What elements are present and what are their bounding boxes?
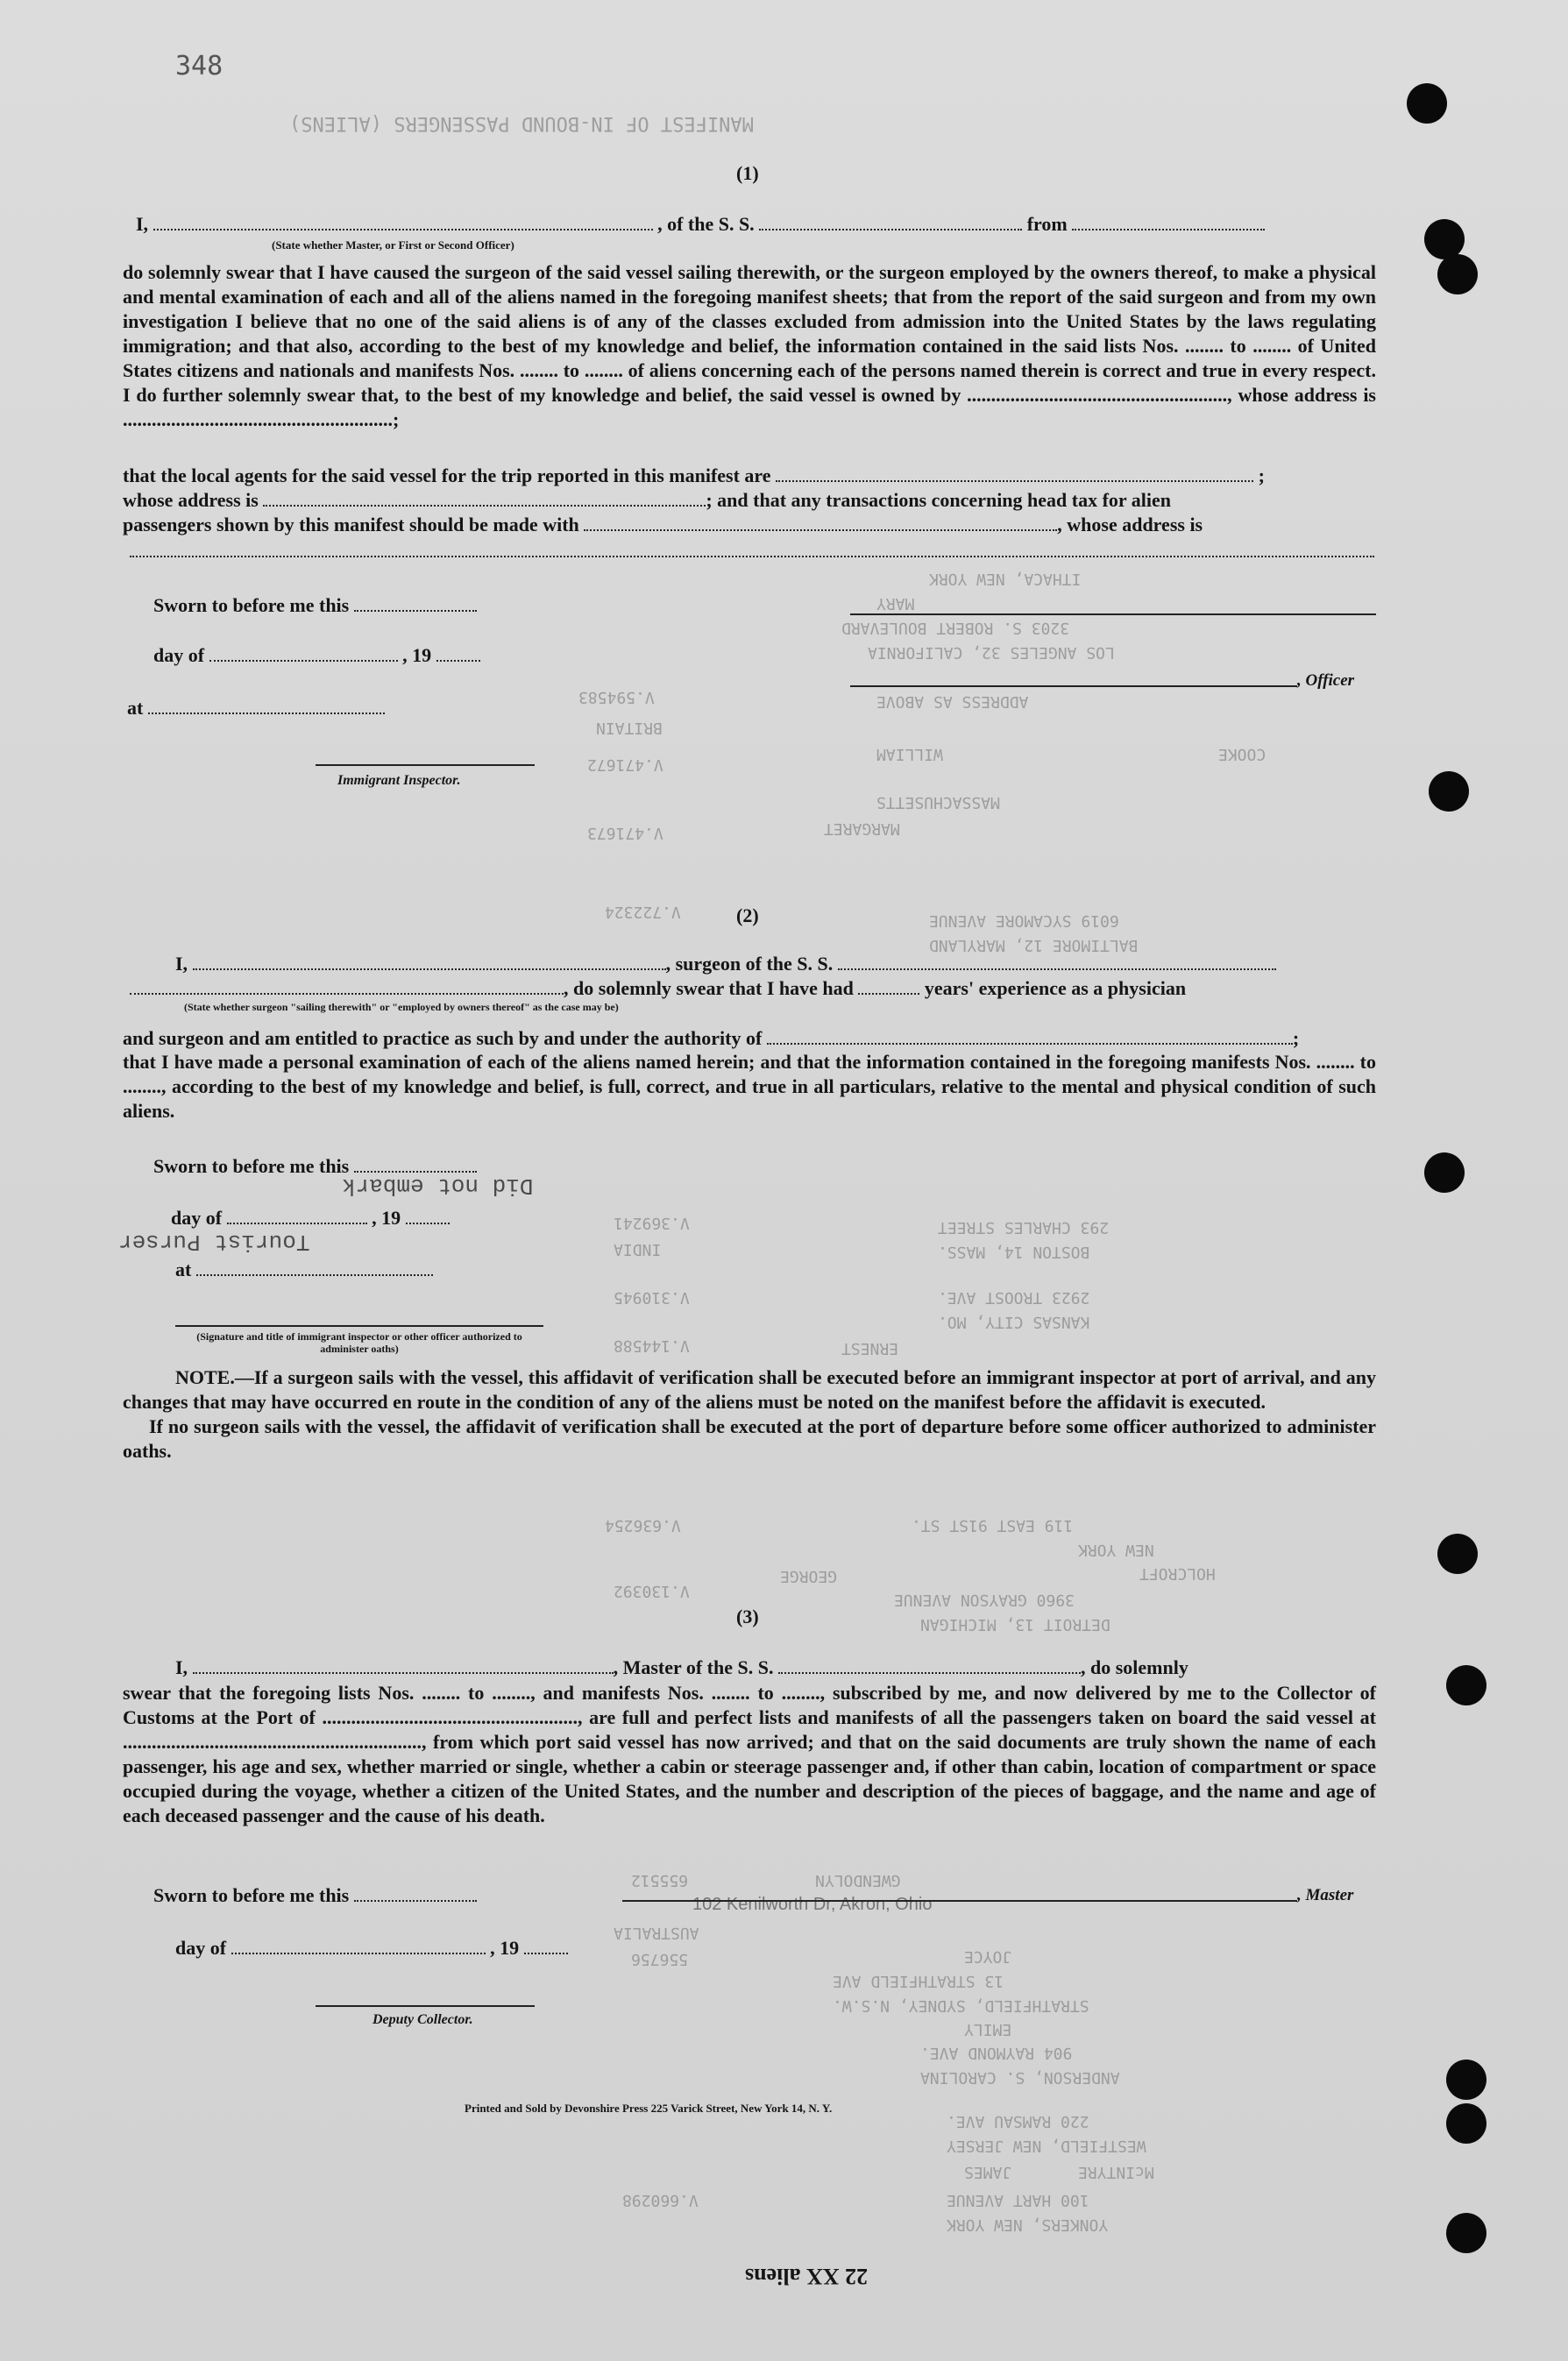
bleed-text: KANSAS CITY, MO. [938,1313,1090,1331]
section-3-paragraph: swear that the foregoing lists Nos. ........ to ........, and manifests Nos. ........ to ........, subscribed by me, and now delivered by me to the Collector of Customs at the Port of ....................................................., are full and perfect lists and manifests of all the passengers taken on board the said vessel at .............................................................., from which port said vessel has now arrived; and that on the said documents are truly shown the name of each passenger, his age and sex, whether married or single, whether a cabin or steerage passenger and, if other than cabin, location of compartment or space occupied during the voyage, whether a citizen of the United States, and the number and description of the pieces of baggage, and the name and age of each deceased passenger and the cause of his death. [123,1682,1376,1826]
bleed-text: 2923 TROOST AVE. [938,1288,1090,1307]
bleed-text: BALTIMORE 12, MARYLAND [929,936,1139,954]
sworn-date-field-3[interactable] [354,1884,477,1902]
no-surgeon-note: If no surgeon sails with the vessel, the affidavit of verification shall be executed at the port of departure before some officer authorized to administer oaths. [123,1415,1376,1462]
handwritten-number: 348 [175,51,223,82]
bleed-text: JAMES [964,2163,1012,2181]
bleed-text: STRATHFIELD, SYDNEY, N.S.W. [833,1996,1089,2015]
bleed-text: WILLIAM [876,745,943,763]
did-not-embark-stamp: Did not embark [342,1173,534,1199]
bleed-text: ERNEST [841,1339,899,1358]
day-of-line: day of , 19 [153,644,480,667]
officer-caption: (State whether Master, or First or Second Officer) [272,238,514,252]
agents-field[interactable] [776,464,1253,482]
section-3-number: (3) [736,1606,759,1627]
bleed-text: 220 RAMSAU AVE. [947,2112,1089,2131]
bleed-text: ANDERSON, S. CAROLINA [920,2068,1120,2087]
bleed-text: DETROIT 13, MICHIGAN [920,1615,1110,1634]
surgeon-ship-field[interactable] [838,953,1276,970]
agents-address-line: whose address is ; and that any transactions concerning head tax for alien [123,489,1172,511]
bleed-text: 556756 [631,1950,689,1968]
bleed-text: MARY [876,594,915,613]
signature-caption: (Signature and title of immigrant inspector or other officer authorized to administer oaths) [196,1330,522,1355]
immigrant-inspector-label: Immigrant Inspector. [337,773,461,788]
punch-hole [1446,2103,1486,2144]
bleed-text: MARGARET [824,819,900,838]
page-marker: 22 XX aliens [745,2264,869,2289]
officer-signature-line[interactable] [850,613,1376,615]
surgeon-caption: (State whether surgeon "sailing therewith" or "employed by owners thereof" as the case may be) [184,1001,619,1013]
bleed-text: 100 HART AVENUE [947,2191,1089,2209]
bleed-text: BOSTON 14, MASS. [938,1243,1090,1261]
punch-hole [1437,254,1478,294]
master-label: , Master [1297,1886,1354,1904]
from-port-field[interactable] [1072,213,1265,230]
bleed-text: 3960 GRAYSON AVENUE [894,1591,1075,1609]
day-of-line-3: day of , 19 [175,1937,568,1960]
agents-address-field[interactable] [263,489,706,507]
of-ss-label: , of the S. S. [657,213,755,235]
punch-hole [1437,1534,1478,1574]
bleed-text: GWENDOLYN [815,1871,901,1890]
deputy-collector-label: Deputy Collector. [372,2012,473,2027]
bleed-text: V.144588 [614,1336,690,1355]
authority-line: and surgeon and am entitled to practice as such by and under the authority of ; [123,1027,1300,1049]
bleed-text: LOS ANGELES 32, CALIFORNIA [868,643,1115,662]
officer-label: , Officer [1297,671,1355,690]
bleed-text: MASSACHUSETTS [876,793,1000,812]
punch-hole [1407,83,1447,124]
master-name-field[interactable] [193,1656,614,1674]
officer-name-field[interactable] [153,213,653,230]
bleed-text: HOLCROFT [1139,1564,1216,1583]
day-of-field[interactable] [209,644,398,662]
bleed-text: JOYCE [964,1947,1012,1966]
bleed-text: 119 EAST 91ST ST. [912,1516,1074,1535]
bleed-text: V.471673 [587,824,663,842]
head-tax-party-field[interactable] [584,514,1057,531]
punch-hole [1446,2213,1486,2253]
bleed-text: V.594583 [578,688,655,706]
bleed-text: V.130392 [614,1582,690,1600]
bleed-text: 6019 SYCAMORE AVENUE [929,911,1119,930]
bleed-text: COOKE [1218,745,1266,763]
day-of-field-3[interactable] [231,1937,486,1954]
sworn-line: Sworn to before me this [153,594,477,617]
at-place-field-2[interactable] [196,1258,433,1276]
bleed-text: ITHACA, NEW YORK [929,570,1082,588]
year-field[interactable] [436,644,480,662]
bleed-text: ADDRESS AS ABOVE [876,692,1029,711]
surgeon-name-field[interactable] [193,953,666,970]
bleed-text: NEW YORK [1078,1541,1154,1559]
surgeon-type-field[interactable] [130,977,564,995]
bleed-text: AUSTRALIA [614,1924,699,1942]
bleed-text: GEORGE [780,1567,838,1585]
head-tax-line: passengers shown by this manifest should be made with , whose address is [123,514,1203,535]
years-experience-field[interactable] [858,977,919,995]
sworn-date-field-2[interactable] [354,1155,477,1173]
section-1-oath-line [136,213,1265,236]
section-1-number: (1) [736,162,759,184]
master-signature-line[interactable] [622,1900,1297,1902]
surgeon-note: NOTE.—If a surgeon sails with the vessel, this affidavit of verification shall be executed before an immigrant inspector at port of arrival, and any changes that may have occurred en route in the condition of any of the aliens must be noted on the manifest before the affidavit is executed. [123,1366,1376,1413]
bleed-text: INDIA [614,1240,662,1258]
ship-name-field[interactable] [759,213,1022,230]
i-label: I, [136,213,149,235]
bleed-text: V.660298 [622,2191,699,2209]
tourist-purser-stamp: Tourist Purser [118,1229,310,1255]
sworn-line-3: Sworn to before me this [153,1884,477,1907]
section-1-paragraph: do solemnly swear that I have caused the surgeon of the said vessel sailing therewith, or the surgeon employed by the owners thereof, to make a physical and mental examination of each and all of the aliens named in the foregoing manifest sheets; that from the report of the said surgeon and from my own investigation I believe that no one of the said aliens is of any of the classes excluded from admission into the United States by the laws regulating immigration; and that also, according to the best of my knowledge and belief, the information contained in the said lists Nos. ........ to ........ of United States citizens and nationals and manifests Nos. ........ to ........ of aliens concerning each of the persons named therein is correct and true in every respect. I do further solemnly swear that, to the best of my knowledge and belief, the said vessel is owned by ......................................................, whose address is ........................................................; [123,261,1376,430]
surgeon-experience-line: , do solemnly swear that I have had years' experience as a physician [130,977,1186,1000]
bleed-text: 102 Kenilworth Dr, Akron, Ohio [692,1895,933,1914]
manifest-title-bleed: MANIFEST OF IN-BOUND PASSENGERS (ALIENS) [289,112,754,134]
year-field-2[interactable] [406,1207,450,1224]
bleed-text: 3203 S. ROBERT BOULEVARD [841,619,1070,637]
at-place-field[interactable] [148,697,385,714]
master-ship-field[interactable] [778,1656,1081,1674]
bleed-text: YONKERS, NEW YORK [947,2216,1109,2234]
sworn-line-2: Sworn to before me this [153,1155,477,1178]
at-line: at [127,697,385,720]
punch-hole [1446,1665,1486,1705]
section-2-oath-line: I, , surgeon of the S. S. [175,953,1276,975]
day-of-line-2: day of , 19 [171,1207,450,1230]
bleed-text: 13 STRATHFIELD AVE [833,1972,1004,1990]
section-2-number: (2) [736,904,759,926]
printer-imprint: Printed and Sold by Devonshire Press 225 Varick Street, New York 14, N. Y. [465,2102,833,2115]
inspector-signature-line[interactable] [175,1325,543,1327]
bleed-text: McINTYRE [1078,2163,1154,2181]
section-3-oath-line: I, , Master of the S. S. , do solemnly [175,1656,1188,1678]
day-of-field-2[interactable] [227,1207,367,1224]
bleed-text: 655512 [631,1871,689,1890]
from-label: from [1026,213,1068,235]
bleed-text: EMILY [964,2020,1012,2038]
officer-line[interactable] [850,685,1297,687]
bleed-text: BRITAIN [596,719,663,737]
bleed-text: V.369241 [614,1214,690,1232]
bleed-text: 293 CHARLES STREET [938,1218,1110,1237]
punch-hole [1429,771,1469,812]
deputy-collector-line[interactable] [316,2005,535,2007]
agents-line: that the local agents for the said vessel for the trip reported in this manifest are ; [123,464,1265,486]
bleed-text: V.310945 [614,1288,690,1307]
bleed-text: V.722324 [605,903,681,921]
bleed-text: 904 RAYMOND AVE. [920,2044,1073,2062]
sworn-date-field[interactable] [354,594,477,612]
bleed-text: V.471672 [587,755,663,774]
bleed-text: WESTFIELD, NEW JERSEY [947,2137,1146,2155]
address-line[interactable] [130,556,1374,557]
bleed-text: V.636254 [605,1516,681,1535]
immigrant-inspector-line[interactable] [316,764,535,766]
punch-hole [1446,2060,1486,2100]
punch-hole [1424,1152,1465,1193]
at-line-2: at [175,1258,433,1281]
section-2-paragraph: that I have made a personal examination of each of the aliens named herein; and that the information contained in the foregoing manifests Nos. ........ to ........, according to the best of my knowledge and belief, is full, correct, and true in all particulars, relative to the mental and physical condition of such aliens. [123,1051,1376,1122]
authority-field[interactable] [767,1027,1293,1045]
year-field-3[interactable] [524,1937,568,1954]
